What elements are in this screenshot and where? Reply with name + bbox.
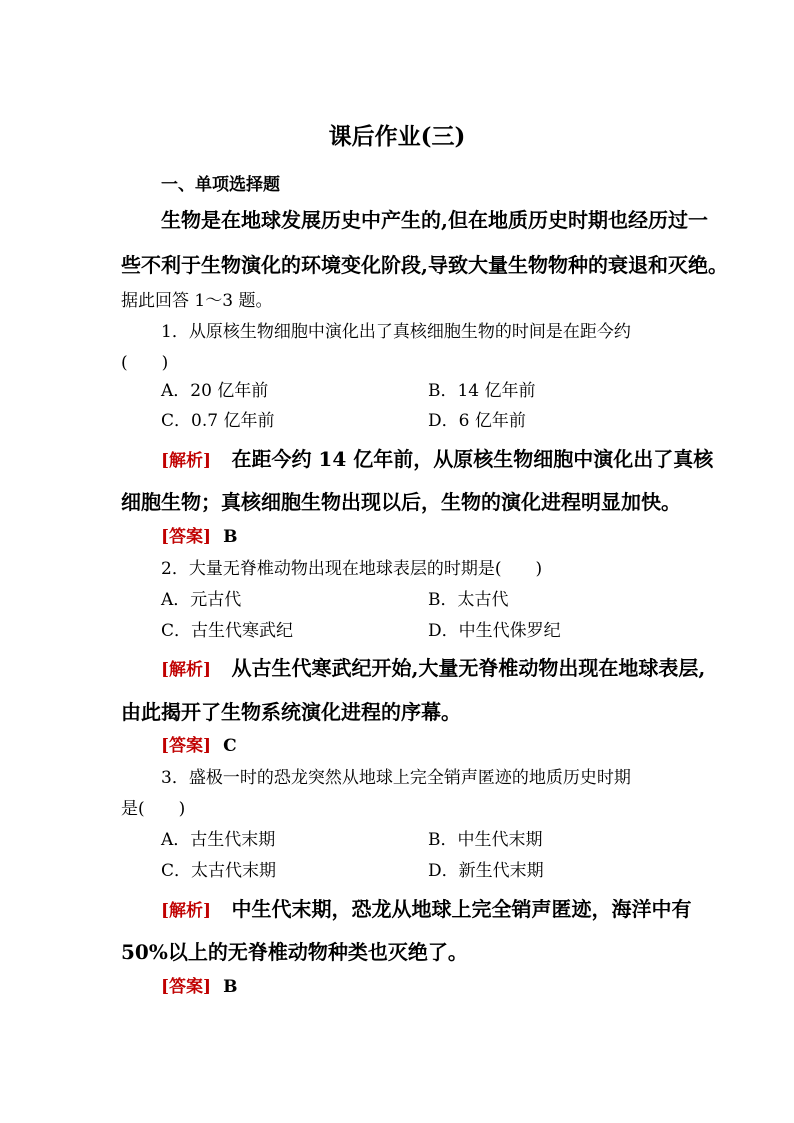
q3-option-b: B．中生代末期 xyxy=(428,830,543,850)
analysis-tag: [解析] xyxy=(161,660,212,680)
intro-line-3: 据此回答 1～3 题。 xyxy=(121,291,273,311)
section-heading: 一、单项选择题 xyxy=(161,175,280,195)
answer-value: B xyxy=(223,977,238,997)
q3-option-c: C．太古代末期 xyxy=(161,861,277,881)
question-3-stem: 3．盛极一时的恐龙突然从地球上完全销声匿迹的地质历史时期 xyxy=(161,768,631,788)
q1-answer xyxy=(161,524,237,550)
analysis-text: 中生代末期，恐龙从地球上完全销声匿迹，海洋中有 xyxy=(231,897,692,921)
analysis-tag: [解析] xyxy=(161,451,212,471)
q1-option-b: B．14 亿年前 xyxy=(428,381,536,401)
answer-value: C xyxy=(223,736,237,756)
q2-option-d: D．中生代侏罗纪 xyxy=(428,621,561,641)
q1-analysis-line-1 xyxy=(161,444,713,474)
q3-option-a: A．古生代末期 xyxy=(161,830,276,850)
q3-analysis-line-2: 50%以上的无脊椎动物种类也灭绝了。 xyxy=(121,940,468,964)
answer-value: B xyxy=(223,527,238,547)
q3-option-d: D．新生代末期 xyxy=(428,861,544,881)
q3-analysis-line-1 xyxy=(161,894,691,924)
page-title: 课后作业(三) xyxy=(328,123,466,150)
answer-tag: [答案] xyxy=(161,527,212,547)
question-1-bracket: ( ) xyxy=(121,353,169,373)
q2-option-b: B．太古代 xyxy=(428,590,509,610)
intro-line-2: 些不利于生物演化的环境变化阶段,导致大量生物物种的衰退和灭绝。 xyxy=(121,253,728,277)
q2-option-c: C．古生代寒武纪 xyxy=(161,621,294,641)
q2-analysis-line-2: 由此揭开了生物系统演化进程的序幕。 xyxy=(121,700,461,724)
question-3-bracket: 是( ) xyxy=(121,799,186,819)
q1-option-a: A．20 亿年前 xyxy=(161,381,269,401)
q1-analysis-line-2: 细胞生物；真核细胞生物出现以后，生物的演化进程明显加快。 xyxy=(121,490,681,514)
q2-option-a: A．元古代 xyxy=(161,590,242,610)
analysis-text: 在距今约 14 亿年前，从原核生物细胞中演化出了真核 xyxy=(231,447,714,471)
analysis-tag: [解析] xyxy=(161,901,212,921)
q2-analysis-line-1 xyxy=(161,653,705,683)
question-1-stem: 1．从原核生物细胞中演化出了真核细胞生物的时间是在距今约 xyxy=(161,322,631,342)
intro-line-1: 生物是在地球发展历史中产生的,但在地质历史时期也经历过一 xyxy=(161,208,708,232)
q1-option-c: C．0.7 亿年前 xyxy=(161,411,275,431)
question-2-stem: 2．大量无脊椎动物出现在地球表层的时期是( ) xyxy=(161,559,543,579)
q3-answer xyxy=(161,974,237,1000)
answer-tag: [答案] xyxy=(161,977,212,997)
q1-option-d: D．6 亿年前 xyxy=(428,411,526,431)
analysis-text: 从古生代寒武纪开始,大量无脊椎动物出现在地球表层, xyxy=(231,656,706,680)
q2-answer xyxy=(161,733,237,759)
answer-tag: [答案] xyxy=(161,736,212,756)
